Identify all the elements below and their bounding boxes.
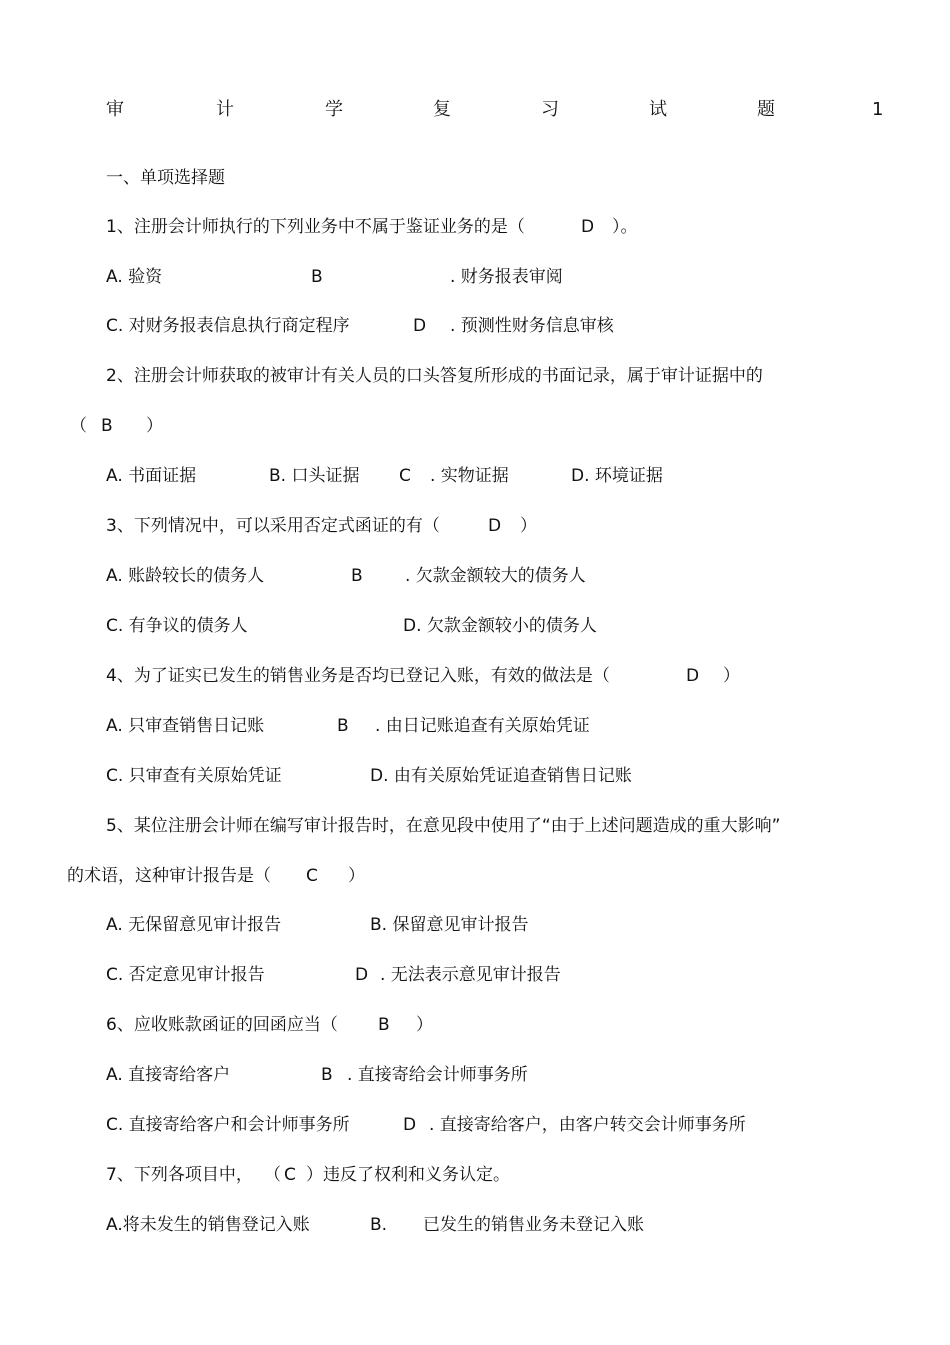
- answer-letter: B: [101, 416, 113, 436]
- title-char: 审: [106, 99, 124, 120]
- option-d-text: . 无法表示意见审计报告: [380, 965, 561, 985]
- answer-letter: B: [378, 1015, 390, 1035]
- question-stem-continued: 的术语，这种审计报告是（: [67, 866, 271, 886]
- question-stem: 2、注册会计师获取的被审计有关人员的口头答复所形成的书面记录，属于审计证据中的: [106, 366, 763, 386]
- title-char: 习: [541, 99, 559, 120]
- option-b-letter: B: [337, 716, 349, 736]
- option-a: A. 书面证据: [106, 466, 197, 486]
- question-stem: 5、某位注册会计师在编写审计报告时，在意见段中使用了“由于上述问题造成的重大影响”: [106, 816, 781, 836]
- option-a: A. 只审查销售日记账: [106, 716, 265, 736]
- option-c: C. 有争议的债务人: [106, 616, 248, 636]
- answer-letter: C: [284, 1165, 296, 1185]
- question-open: （: [70, 416, 87, 436]
- option-d-letter: D: [403, 1115, 417, 1135]
- question-stem: 4、为了证实已发生的销售业务是否均已登记入账，有效的做法是（: [106, 666, 610, 686]
- option-d-text: . 直接寄给客户，由客户转交会计师事务所: [429, 1115, 746, 1135]
- option-d: D. 由有关原始凭证追查销售日记账: [370, 766, 632, 786]
- option-c: C. 只审查有关原始凭证: [106, 766, 282, 786]
- question-stem: 7、下列各项目中，: [106, 1165, 253, 1185]
- option-a: A. 账龄较长的债务人: [106, 566, 265, 586]
- option-d: D. 欠款金额较小的债务人: [403, 616, 597, 636]
- answer-letter: C: [306, 866, 318, 886]
- question-close: ）: [723, 666, 740, 686]
- option-b-letter: B: [351, 566, 363, 586]
- title-char: 学: [325, 99, 343, 120]
- option-a: A. 无保留意见审计报告: [106, 915, 282, 935]
- title-char: 试: [649, 99, 667, 120]
- option-b-text: 已发生的销售业务未登记入账: [423, 1215, 644, 1235]
- answer-letter: D: [581, 217, 595, 237]
- option-a: A. 直接寄给客户: [106, 1065, 231, 1085]
- option-d-letter: D: [413, 316, 427, 336]
- option-c: C. 对财务报表信息执行商定程序: [106, 316, 350, 336]
- option-d: D. 环境证据: [571, 466, 663, 486]
- question-close: ）: [146, 416, 163, 436]
- option-b-letter: B: [311, 267, 323, 287]
- title-char: 计: [216, 99, 234, 120]
- question-close: ）: [520, 516, 537, 536]
- option-b-text: . 欠款金额较大的债务人: [405, 566, 586, 586]
- question-close: ）: [416, 1015, 433, 1035]
- question-stem: 3、下列情况中，可以采用否定式函证的有（: [106, 516, 440, 536]
- option-c-text: . 实物证据: [430, 466, 509, 486]
- question-stem: 6、应收账款函证的回函应当（: [106, 1015, 338, 1035]
- question-stem: 1、注册会计师执行的下列业务中不属于鉴证业务的是（: [106, 217, 525, 237]
- answer-letter: D: [488, 516, 502, 536]
- question-close: ）违反了权利和义务认定。: [306, 1165, 510, 1185]
- option-d-text: . 预测性财务信息审核: [450, 316, 614, 336]
- question-close: ）。: [612, 217, 638, 237]
- option-b: B. 口头证据: [269, 466, 360, 486]
- option-b-text: . 由日记账追查有关原始凭证: [375, 716, 590, 736]
- title-char: 题: [757, 99, 775, 120]
- question-close: ）: [348, 866, 365, 886]
- option-c-letter: C: [399, 466, 411, 486]
- option-b-text: . 财务报表审阅: [450, 267, 563, 287]
- title-char: 复: [433, 99, 451, 120]
- option-c: C. 否定意见审计报告: [106, 965, 265, 985]
- option-b-text: . 直接寄给会计师事务所: [347, 1065, 528, 1085]
- option-a: A. 验资: [106, 267, 163, 287]
- title-number: 1: [872, 99, 884, 120]
- option-b: B. 保留意见审计报告: [370, 915, 529, 935]
- option-b-letter: B.: [370, 1215, 388, 1235]
- question-open: （: [264, 1165, 281, 1185]
- option-d-letter: D: [355, 965, 369, 985]
- answer-letter: D: [686, 666, 700, 686]
- option-b-letter: B: [321, 1065, 333, 1085]
- option-a: A.将未发生的销售登记入账: [106, 1215, 310, 1235]
- option-c: C. 直接寄给客户和会计师事务所: [106, 1115, 350, 1135]
- section-heading: 一、单项选择题: [106, 168, 225, 188]
